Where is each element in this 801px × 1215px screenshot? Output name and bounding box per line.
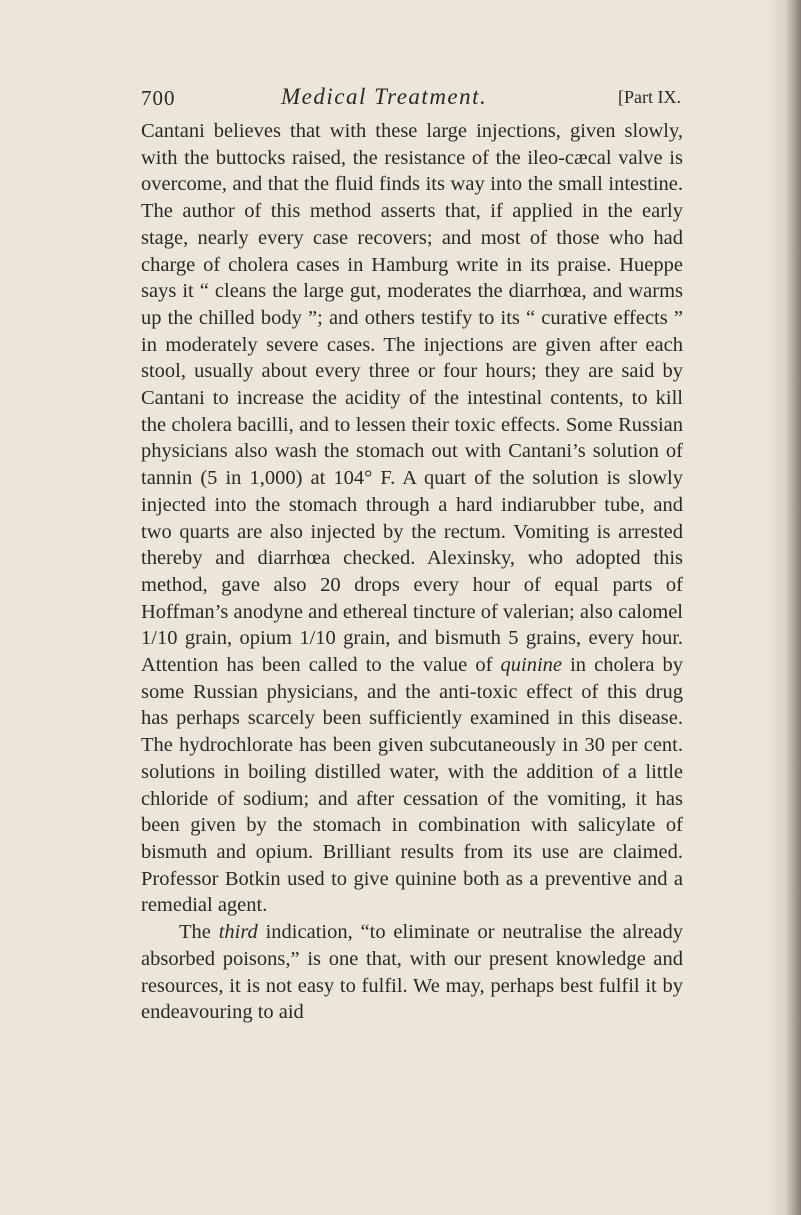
paragraph-2-part-b: indication, “to eliminate or neutralise the already absorbed poisons,” is one that, with our present knowledge and resources, it is not easy to fulfil. We may, perhaps best fulfil it by endeavouring to aid [141,921,684,1024]
paragraph-1-part-a: Cantani believes that with these large injections, given slowly, with the buttocks raised, the resistance of the ileo-cæcal valve is overcome, and that the fluid finds its way into the small intestine. The author of this method asserts that, if applied in the early stage, nearly every case recovers; and most of those who had charge of cholera cases in Hamburg write in its praise. Hueppe says it “ cleans the large gut, moderates the diarrhœa, and warms up the chilled body ”; and others testify to its “ curative effects ” in moderately severe cases. The injections are given after each stool, usually about every three or four hours; they are said by Cantani to increase the acidity of the intestinal contents, to kill the cholera bacilli, and to lessen their toxic effects. Some Russian physicians also wash the stomach out with Cantani’s solution of tannin (5 in 1,000) at 104° F. A quart of the solution is slowly injected into the stomach through a hard indiarubber tube, and two quarts are also injected by the rectum. Vomiting is arrested thereby and diarrhœa checked. Alexinsky, who adopted this method, gave also 20 drops every hour of equal parts of Hoffman’s anodyne and ethereal tincture of valerian; also calomel [141,120,683,623]
fraction-calomel: 1/10 [141,627,178,650]
paragraph-1-part-d: in cholera by some Russian physicians, and the anti-toxic effect of this drug has perhaps scarcely been sufficiently examined in this disease. The hydrochlorate has been given subcutaneously in 30 per cent. solutions in boiling distilled water, with the addition of a little chloride of sodium; and after cessation of the vomiting, it has been given by the stomach in combination with salicylate of bismuth and opium. Brilliant results from its use are claimed. Professor Botkin used to give quinine both as a preventive and a remedial agent. [141,654,684,917]
third-italic: third [218,921,258,944]
paragraph-1-part-b: grain, opium [184,627,292,650]
running-title: Medical Treatment. [281,84,488,109]
paragraph-1-part-c: grain, and bismuth 5 grains, every hour. Attention has been called to the value of [141,627,684,677]
fraction-opium: 1/10 [299,627,336,650]
paragraph-1 [141,118,683,919]
page-number: 700 [141,86,176,110]
page-edge-shadow [767,0,801,1215]
paragraph-2-part-a: The [179,921,211,944]
part-label: [Part IX. [618,87,681,107]
page-header [141,86,681,112]
body-text [141,118,683,1026]
paragraph-2 [141,919,683,1026]
quinine-italic: quinine [500,654,563,677]
